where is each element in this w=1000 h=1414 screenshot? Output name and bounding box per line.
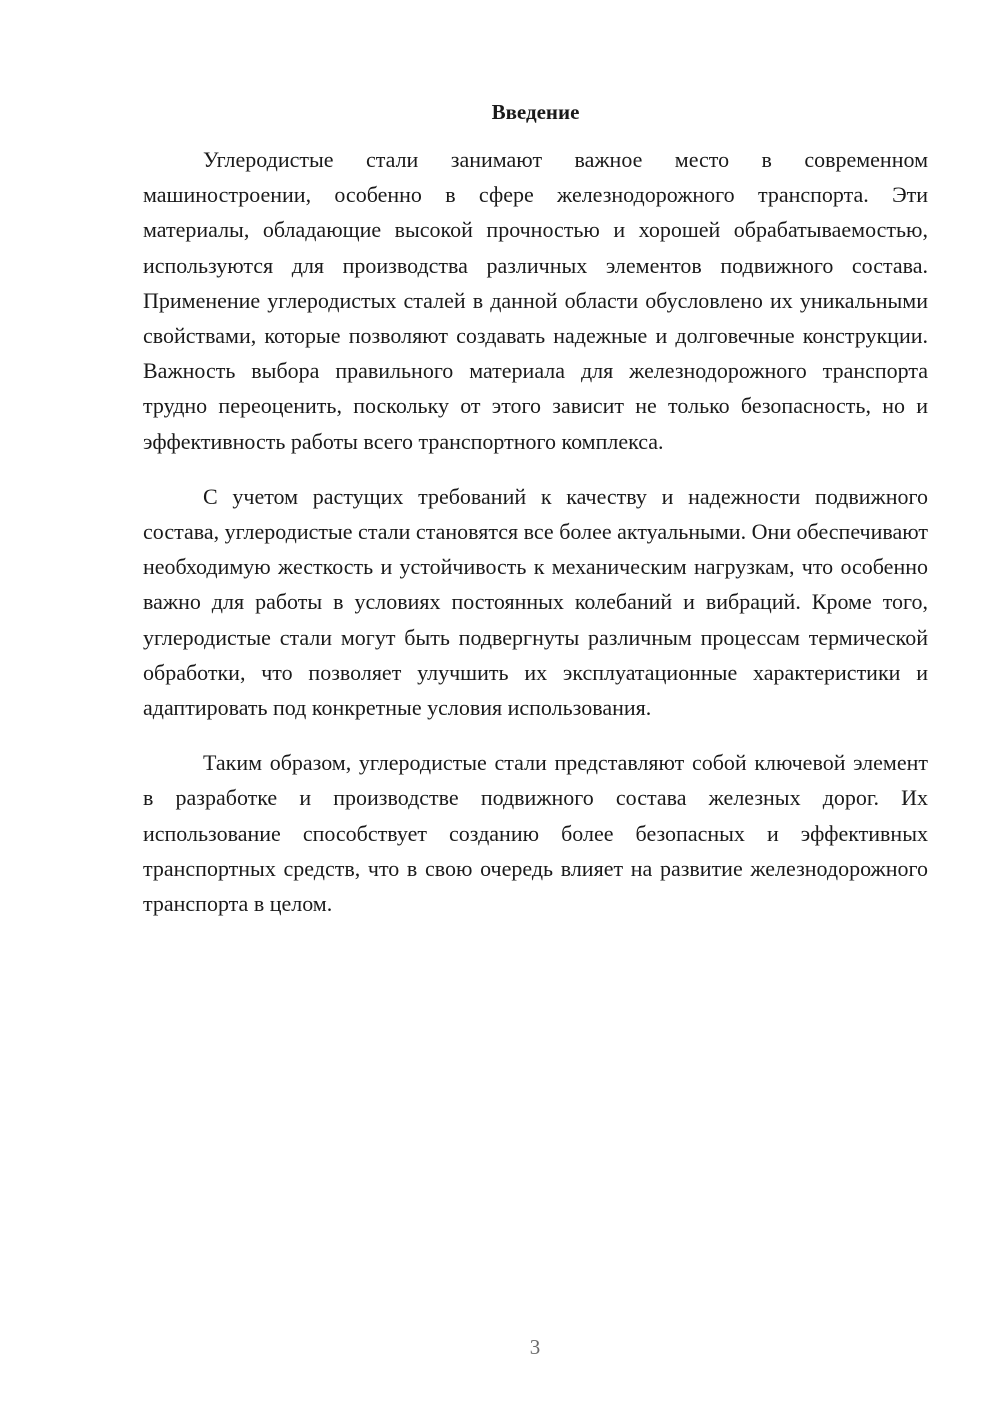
paragraph-1: Углеродистые стали занимают важное место в современном машиностроении, особенно в сфере железнодорожного транспорта. Эти материалы, обладающие высокой прочностью и хорошей обрабатываемостью, используются для производства различных элементов подвижного состава. Применение углеродистых сталей в данной области обусловлено их уникальными свойствами, которые позволяют создавать надежные и долговечные конструкции. Важность выбора правильного материала для железнодорожного транспорта трудно переоценить, поскольку от этого зависит не только безопасность, но и эффективность работы всего транспортного комплекса. bbox=[143, 147, 928, 454]
paragraph-2: С учетом растущих требований к качеству и надежности подвижного состава, углеродистые стали становятся все более актуальными. Они обеспечивают необходимую жесткость и устойчивость к механическим нагрузкам, что особенно важно для работы в условиях постоянных колебаний и вибраций. Кроме того, углеродистые стали могут быть подвергнуты различным процессам термической обработки, что позволяет улучшить их эксплуатационные характеристики и адаптировать под конкретные условия использования. bbox=[143, 483, 928, 721]
body-text bbox=[143, 142, 928, 941]
page-number: 3 bbox=[529, 1335, 541, 1359]
paragraph-3: Таким образом, углеродистые стали представляют собой ключевой элемент в разработке и производстве подвижного состава железных дорог. Их использование способствует созданию более безопасных и эффективных транспортных средств, что в свою очередь влияет на развитие железнодорожного транспорта в целом. bbox=[143, 750, 928, 917]
section-heading: Введение bbox=[491, 100, 580, 124]
